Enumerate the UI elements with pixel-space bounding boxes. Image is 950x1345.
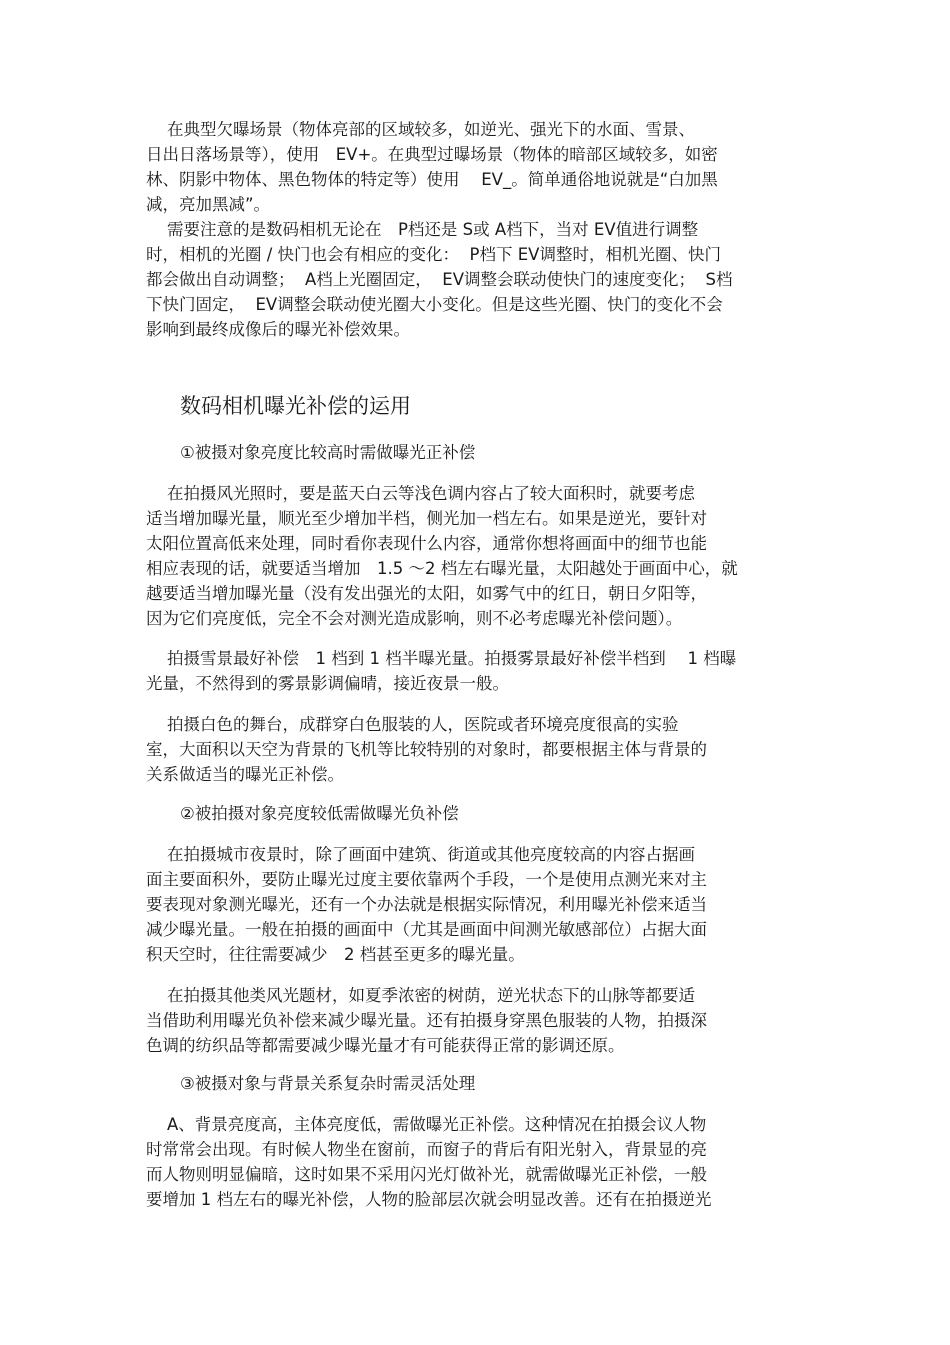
subsection-title-3: ③被摄对象与背景关系复杂时需灵活处理 (180, 1074, 476, 1093)
text-line: 在拍摄城市夜景时，除了画面中建筑、街道或其他亮度较高的内容占据画 (146, 845, 695, 864)
text-line: 要增加 1 档左右的曝光补偿，人物的脸部层次就会明显改善。还有在拍摄逆光 (146, 1190, 712, 1209)
text-line: 要表现对象测光曝光，还有一个办法就是根据实际情况，利用曝光补偿来适当 (146, 895, 707, 914)
text-line: 需要注意的是数码相机无论在 P档还是 S或 A档下，当对 EV值进行调整 (146, 220, 699, 239)
text-line: 在拍摄风光照时，要是蓝天白云等浅色调内容占了较大面积时，就要考虑 (146, 484, 695, 503)
text-line: 拍摄雪景最好补偿 1 档到 1 档半曝光量。拍摄雾景最好补偿半档到 1 档曝 (146, 649, 737, 668)
text-line: 当借助利用曝光负补偿来减少曝光量。还有拍摄身穿黑色服装的人物，拍摄深 (146, 1011, 707, 1030)
text-line: 而人物则明显偏暗，这时如果不采用闪光灯做补光，就需做曝光正补偿，一般 (146, 1165, 707, 1184)
paragraph-dark-subjects (146, 983, 806, 1058)
paragraph-snow-fog (146, 646, 806, 696)
paragraph-landscape (146, 481, 806, 631)
paragraph-camera-modes (146, 217, 806, 342)
paragraph-white-stage (146, 712, 806, 787)
text-line: 减少曝光量。一般在拍摄的画面中（尤其是画面中间测光敏感部位）占据大面 (146, 920, 707, 939)
text-line: 影响到最终成像后的曝光补偿效果。 (146, 320, 410, 339)
text-line: 色调的纺织品等都需要减少曝光量才有可能获得正常的影调还原。 (146, 1036, 625, 1055)
text-line: 在典型欠曝场景（物体亮部的区域较多，如逆光、强光下的水面、雪景、 (146, 120, 695, 139)
text-line: 相应表现的话，就要适当增加 1.5 ～2 档左右曝光量，太阳越处于画面中心，就 (146, 559, 738, 578)
text-line: 减，亮加黑减”。 (146, 195, 271, 214)
text-line: 面主要面积外，要防止曝光过度主要依靠两个手段，一个是使用点测光来对主 (146, 870, 707, 889)
text-line: 下快门固定， EV调整会联动使光圈大小变化。但是这些光圈、快门的变化不会 (146, 295, 723, 314)
text-line: 室，大面积以天空为背景的飞机等比较特别的对象时，都要根据主体与背景的 (146, 740, 707, 759)
paragraph-backlit-subject (146, 1112, 806, 1212)
text-line: 都会做出自动调整； A档上光圈固定， EV调整会联动使快门的速度变化； S档 (146, 270, 733, 289)
text-line: 因为它们亮度低，完全不会对测光造成影响，则不必考虑曝光补偿问题）。 (146, 609, 683, 628)
text-line: 适当增加曝光量，顺光至少增加半档，侧光加一档左右。如果是逆光，要针对 (146, 509, 707, 528)
text-line: 积天空时，往往需要减少 2 档甚至更多的曝光量。 (146, 945, 525, 964)
text-line: 光量，不然得到的雾景影调偏晴，接近夜景一般。 (146, 674, 509, 693)
paragraph-ev-scenes (146, 117, 806, 217)
text-line: 在拍摄其他类风光题材，如夏季浓密的树荫，逆光状态下的山脉等都要适 (146, 986, 695, 1005)
subsection-title-2: ②被拍摄对象亮度较低需做曝光负补偿 (180, 804, 459, 823)
text-line: 越要适当增加曝光量（没有发出强光的太阳，如雾气中的红日，朝日夕阳等， (146, 584, 707, 603)
text-line: 关系做适当的曝光正补偿。 (146, 765, 344, 784)
text-line: 时常常会出现。有时候人物坐在窗前，而窗子的背后有阳光射入，背景显的亮 (146, 1140, 707, 1159)
text-line: 林、阴影中物体、黑色物体的特定等）使用 EV_。简单通俗地说就是“白加黑 (146, 170, 718, 189)
paragraph-night-scene (146, 842, 806, 967)
text-line: 时，相机的光圈 / 快门也会有相应的变化： P档下 EV调整时，相机光圈、快门 (146, 245, 721, 264)
text-line: A、背景亮度高，主体亮度低，需做曝光正补偿。这种情况在拍摄会议人物 (146, 1115, 707, 1134)
subsection-title-1: ①被摄对象亮度比较高时需做曝光正补偿 (180, 443, 476, 462)
section-title: 数码相机曝光补偿的运用 (180, 394, 411, 418)
text-line: 拍摄白色的舞台，成群穿白色服装的人，医院或者环境亮度很高的实验 (146, 715, 679, 734)
text-line: 日出日落场景等），使用 EV+。在典型过曝场景（物体的暗部区域较多，如密 (146, 145, 718, 164)
text-line: 太阳位置高低来处理，同时看你表现什么内容，通常你想将画面中的细节也能 (146, 534, 707, 553)
